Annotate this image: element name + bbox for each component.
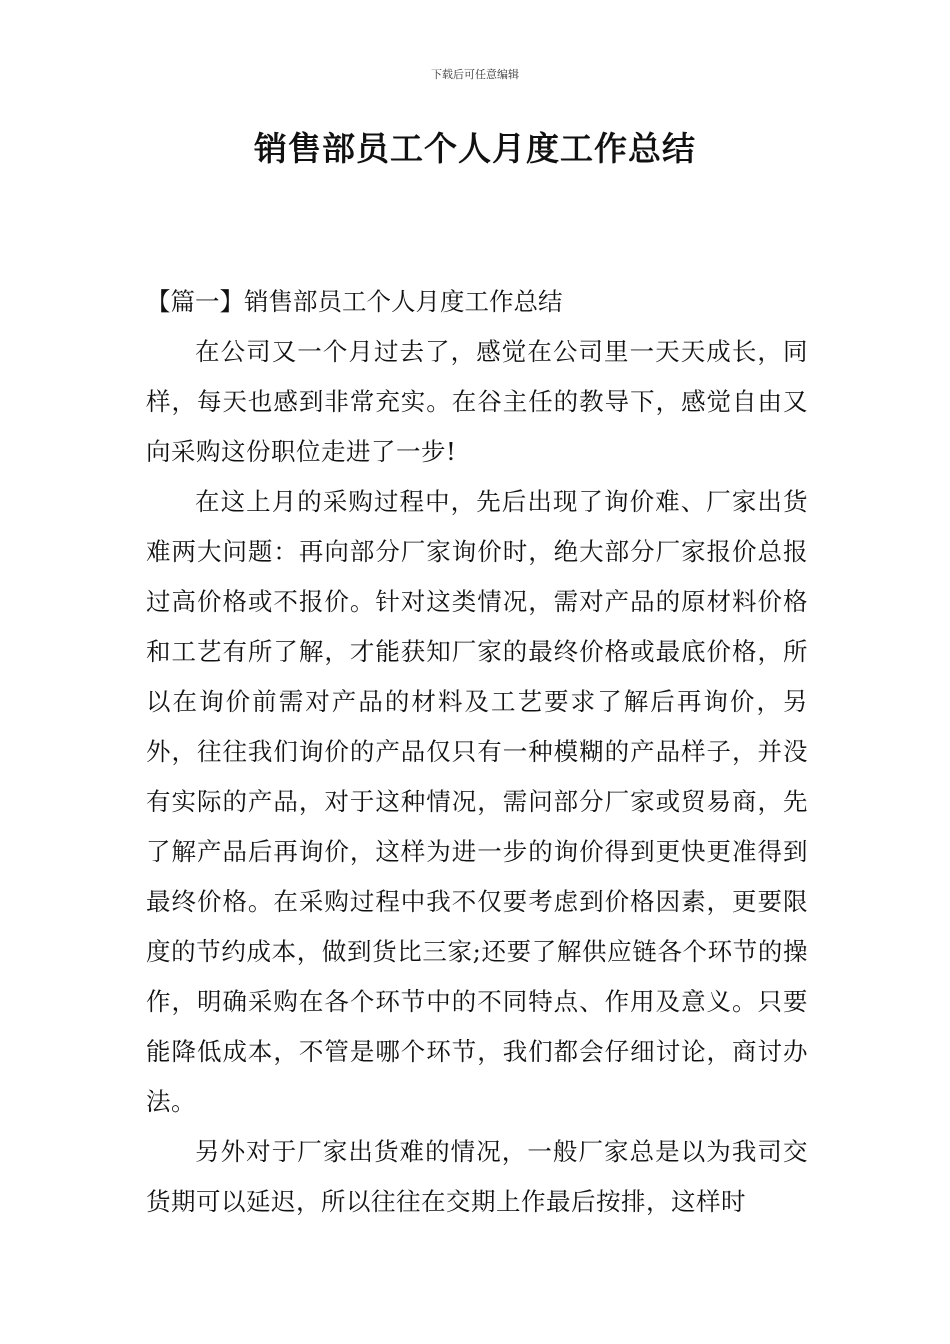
document-title: 销售部员工个人月度工作总结 (254, 129, 696, 168)
page-header-note: 下载后可任意编辑 (431, 68, 519, 81)
paragraph-3: 另外对于厂家出货难的情况，一般厂家总是以为我司交货期可以延迟，所以往往在交期上作最后按排，这样时 (146, 1137, 808, 1216)
paragraph-2: 在这上月的采购过程中，先后出现了询价难、厂家出货难两大问题：再向部分厂家询价时，绝大部分厂家报价总报过高价格或不报价。针对这类情况，需对产品的原材料价格和工艺有所了解，才能获知厂家的最终价格或最底价格，所以在询价前需对产品的材料及工艺要求了解后再询价，另外，往往我们询价的产品仅只有一种模糊的产品样子，并没有实际的产品，对于这种情况，需问部分厂家或贸易商，先了解产品后再询价，这样为进一步的询价得到更快更准得到最终价格。在采购过程中我不仅要考虑到价格因素，更要限度的节约成本，做到货比三家;还要了解供应链各个环节的操作，明确采购在各个环节中的不同特点、作用及意义。只要能降低成本，不管是哪个环节，我们都会仔细讨论，商讨办法。 (146, 487, 808, 1116)
section-heading: 【篇一】销售部员工个人月度工作总结 (146, 287, 563, 316)
paragraph-1: 在公司又一个月过去了，感觉在公司里一天天成长，同样，每天也感到非常充实。在谷主任的教导下，感觉自由又向采购这份职位走进了一步! (146, 337, 808, 466)
document-body (146, 277, 808, 1227)
